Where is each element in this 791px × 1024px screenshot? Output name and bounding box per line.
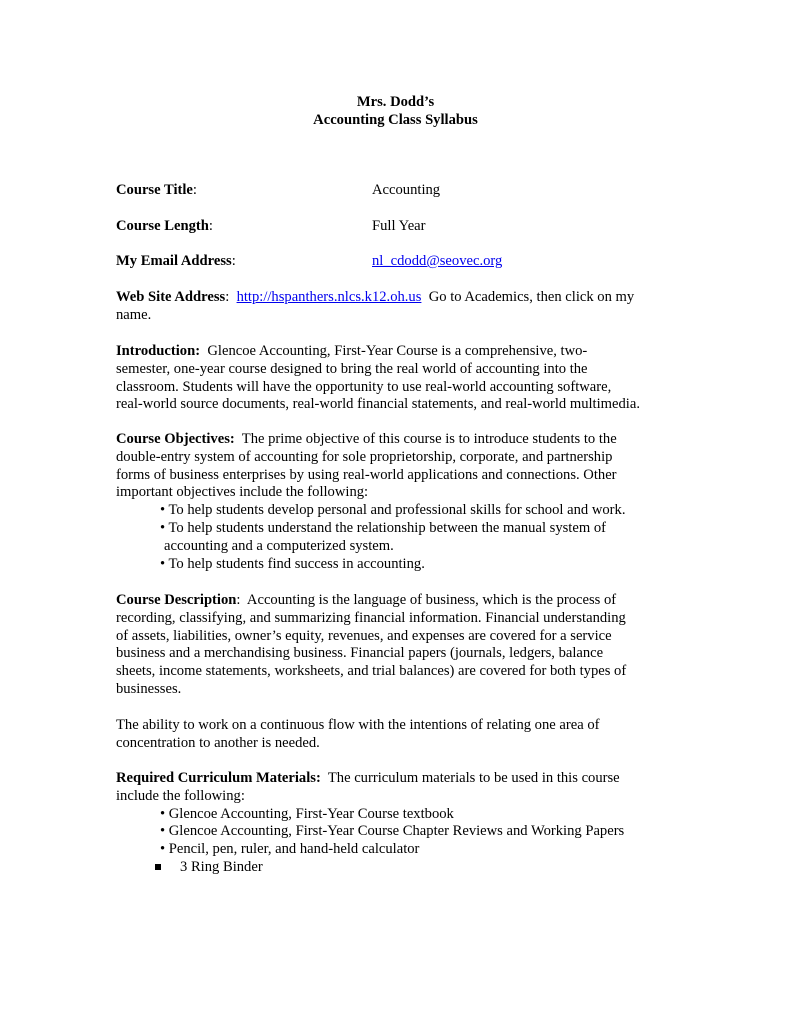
- document-title: [0, 94, 791, 130]
- course-length-label: Course Length: [116, 218, 209, 234]
- website-label: Web Site Address: [116, 289, 226, 305]
- text-line: businesses.: [116, 680, 182, 697]
- website-row: Web Site Address: http://hspanthers.nlcs.k12.oh.us Go to Academics, then click on my name.: [116, 289, 696, 325]
- ability-paragraph: [116, 717, 696, 753]
- text-line: semester, one-year course designed to bring the real world of accounting into the: [116, 360, 588, 377]
- objectives-paragraph: [116, 431, 696, 573]
- text-line: of assets, liabilities, owner’s equity, revenues, and expenses are covered for a service: [116, 627, 612, 644]
- text-line: real-world source documents, real-world financial statements, and real-world multimedia.: [116, 396, 640, 413]
- text-line: forms of business enterprises by using real-world applications and connections. Other: [116, 466, 617, 483]
- text-line: recording, classifying, and summarizing financial information. Financial understanding: [116, 609, 626, 626]
- text-line: double-entry system of accounting for sole proprietorship, corporate, and partnership: [116, 448, 613, 465]
- text-line: Glencoe Accounting, First-Year Course is a comprehensive, two-: [200, 343, 588, 359]
- list-item: • To help students understand the relationship between the manual system of: [160, 519, 606, 536]
- text-line: concentration to another is needed.: [116, 734, 320, 751]
- materials-label: Required Curriculum Materials:: [116, 770, 321, 786]
- title-line-1: Mrs. Dodd’s: [356, 94, 435, 110]
- email-label: My Email Address: [116, 253, 232, 269]
- list-item: • Pencil, pen, ruler, and hand-held calculator: [160, 841, 420, 858]
- description-label: Course Description: [116, 592, 237, 608]
- text-line: include the following:: [116, 787, 245, 804]
- course-title-label: Course Title: [116, 182, 193, 198]
- email-row: My Email Address: nl_cdodd@seovec.org: [116, 253, 503, 269]
- list-item: • To help students develop personal and professional skills for school and work.: [160, 502, 626, 519]
- text-line: The curriculum materials to be used in this course: [320, 770, 620, 786]
- text-line: : Accounting is the language of business, which is the process of: [236, 592, 617, 608]
- website-note: Go to Academics, then click on my: [421, 289, 635, 305]
- website-link[interactable]: http://hspanthers.nlcs.k12.oh.us: [236, 289, 422, 305]
- email-link[interactable]: nl_cdodd@seovec.org: [372, 253, 503, 269]
- course-length-row: Course Length: Full Year: [116, 218, 426, 234]
- text-line: The prime objective of this course is to introduce students to the: [234, 431, 617, 447]
- materials-paragraph: [116, 770, 696, 877]
- website-note-2: name.: [116, 306, 152, 323]
- text-line: classroom. Students will have the opportunity to use real-world accounting software,: [116, 378, 612, 395]
- list-item: 3 Ring Binder: [180, 858, 263, 875]
- list-item: • Glencoe Accounting, First-Year Course Chapter Reviews and Working Papers: [160, 823, 625, 840]
- square-bullet-icon: [155, 864, 161, 870]
- introduction-label: Introduction:: [116, 343, 201, 359]
- text-line: important objectives include the following:: [116, 484, 369, 501]
- description-paragraph: [116, 592, 696, 699]
- course-title-row: Course Title: Accounting: [116, 182, 441, 198]
- text-line: The ability to work on a continuous flow with the intentions of relating one area of: [116, 717, 600, 733]
- text-line: business and a merchandising business. Financial papers (journals, ledgers, balance: [116, 645, 604, 662]
- list-item: • Glencoe Accounting, First-Year Course textbook: [160, 805, 454, 822]
- title-line-2: Accounting Class Syllabus: [313, 111, 478, 128]
- objectives-label: Course Objectives:: [116, 431, 235, 447]
- course-length-value: Full Year: [372, 218, 426, 234]
- text-line: sheets, income statements, worksheets, and trial balances) are covered for both types of: [116, 663, 627, 680]
- course-title-value: Accounting: [372, 182, 441, 198]
- list-item: • To help students find success in accounting.: [160, 555, 425, 572]
- introduction-paragraph: [116, 343, 696, 414]
- list-item-continuation: accounting and a computerized system.: [164, 537, 394, 554]
